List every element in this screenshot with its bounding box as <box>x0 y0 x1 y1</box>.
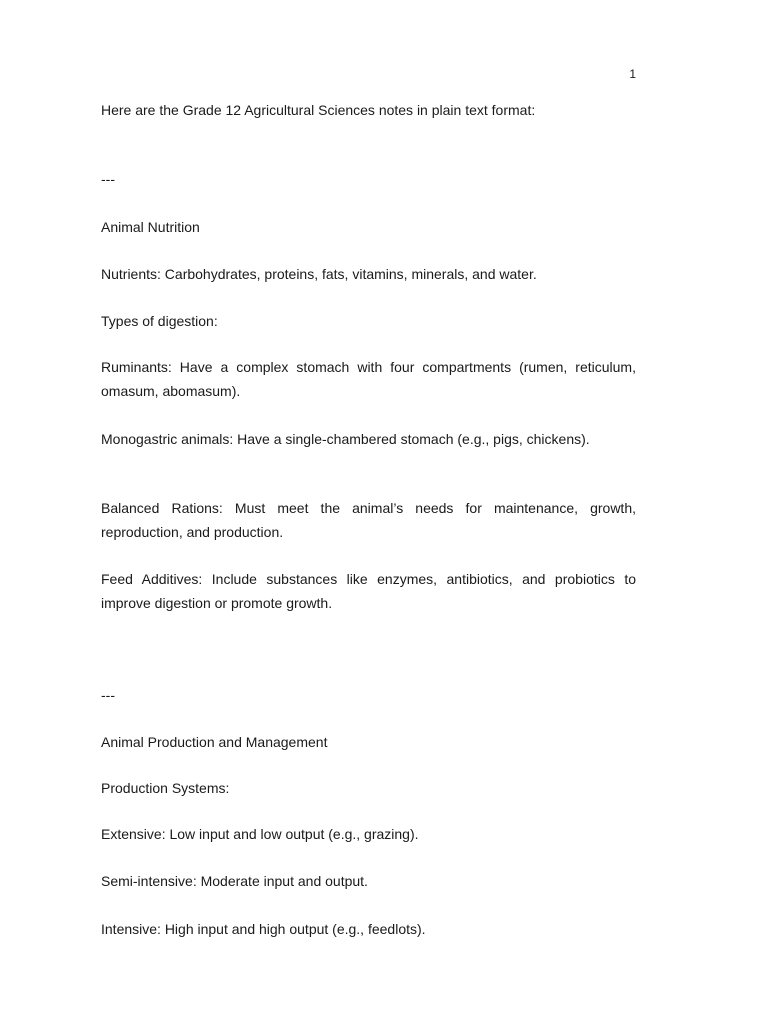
ruminants-text: Ruminants: Have a complex stomach with four compartments (rumen, reticulum, omasum, abomasum). <box>101 359 636 399</box>
page-number: 1 <box>629 67 636 81</box>
intensive-text: Intensive: High input and high output (e.g., feedlots). <box>101 921 426 937</box>
semi-intensive-text: Semi-intensive: Moderate input and output. <box>101 873 368 889</box>
section-heading-animal-production: Animal Production and Management <box>101 734 328 750</box>
intro-text: Here are the Grade 12 Agricultural Sciences notes in plain text format: <box>101 102 536 118</box>
separator-1: --- <box>101 171 115 187</box>
extensive-text: Extensive: Low input and low output (e.g., grazing). <box>101 826 419 842</box>
section-heading-animal-nutrition: Animal Nutrition <box>101 219 200 235</box>
nutrients-text: Nutrients: Carbohydrates, proteins, fats, vitamins, minerals, and water. <box>101 266 537 282</box>
separator-2: --- <box>101 687 115 703</box>
production-systems-heading: Production Systems: <box>101 780 230 796</box>
digestion-types-heading: Types of digestion: <box>101 313 218 329</box>
balanced-rations-text: Balanced Rations: Must meet the animal’s needs for maintenance, growth, reproduction, and production. <box>101 500 636 540</box>
monogastric-text: Monogastric animals: Have a single-chambered stomach (e.g., pigs, chickens). <box>101 431 590 447</box>
feed-additives-text: Feed Additives: Include substances like enzymes, antibiotics, and probiotics to improve digestion or promote growth. <box>101 571 636 611</box>
